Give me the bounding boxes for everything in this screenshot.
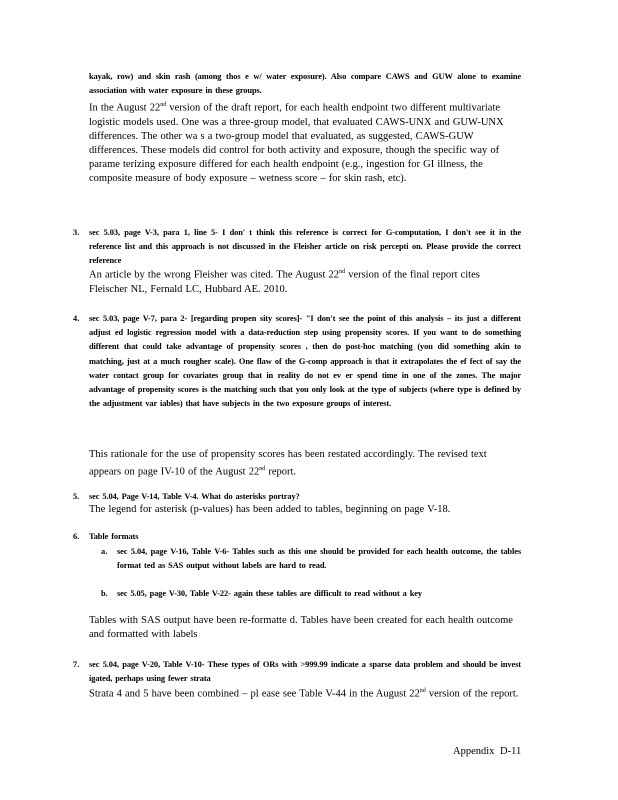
item-number: 5. [73,492,80,501]
comment-text: kayak, row) and skin rash (among thos e w/ water exposure). Also compare CAWS and GUW alone to examine association with water exposure in these groups. [89,72,521,96]
comment-text: sec 5.04, page V-20, Table V-10- These types of ORs with >999.99 indicate a sparse data problem and should be invest igated, perhaps using fewer strata [89,660,521,684]
page-footer [453,746,521,757]
comment-text: sec 5.03, page V-3, para 1, line 5- I don' t think this reference is correct for G-computation, I don't see it in the reference list and this approach is not discussed in the Fleisher article on risk percepti on. Please provide the correct reference [89,228,521,266]
comment-text: sec 5.03, page V-7, para 2- [regarding propen sity scores]- "I don't see the point of this analysis – its just a different adjust ed logistic regression model with a data-reduction step using propensity scores. If you want to do something different that could take advantage of propensity scores , then do post-hoc matching (you did something akin to matching, just at a much rougher scale). One flaw of the G-comp approach is that it extrapolates the ef fect of say the water contact group for covariates group that in reality do not ev er spend time in one of the zones. The major advantage of propensity scores is the matching such that you only look at the type of subjects (where type is defined by the adjustment var iables) that have subjects in the two exposure groups of interest. [89,314,521,409]
item-number: 7. [73,660,80,669]
comment-text: Table formats [89,532,139,541]
item-number: 6. [73,532,80,541]
subitem-text: sec 5.05, page V-30, Table V-22- again these tables are difficult to read without a key [117,589,422,598]
subitem-letter: a. [101,547,108,556]
item-number: 3. [73,228,80,237]
page-number: D-11 [500,746,522,757]
response-text: The legend for asterisk (p-values) has been added to tables, beginning on page V-18. [89,504,451,515]
response-text: An article by the wrong Fleisher was cited. The August 22nd version of the final report cites Fleischer NL, Fernald LC, Hubbard AE. 2010. [89,269,480,295]
response-text: Strata 4 and 5 have been combined – pl ease see Table V-44 in the August 22nd version of the report. [89,688,519,700]
item-number: 4. [73,314,80,323]
response-text: In the August 22nd version of the draft report, for each health endpoint two different multivariate logistic models used. One was a three-group model, that evaluated CAWS-UNX and GUW-UNX differences. The other wa s a two-group model that evaluated, as suggested, CAWS-GUW differences. These models did control for both activity and exposure, though the specific way of parame terizing exposure differed for each health endpoint (e.g., ingestion for GI illness, the composite measure of body exposure – wetness score – for skin rash, etc). [89,102,504,184]
response-text: This rationale for the use of propensity scores has been restated accordingly. The revised text appears on page IV-10 of the August 22nd report. [89,449,487,478]
footer-label: Appendix [453,746,495,757]
response-text: Tables with SAS output have been re-formatte d. Tables have been created for each health outcome and formatted with labels [89,615,513,641]
subitem-letter: b. [101,589,108,598]
comment-text: sec 5.04, Page V-14, Table V-4. What do asterisks portray? [89,492,300,501]
subitem-text: sec 5.04, page V-16, Table V-6- Tables such as this one should be provided for each health outcome, the tables format ted as SAS output without labels are hard to read. [117,547,521,571]
